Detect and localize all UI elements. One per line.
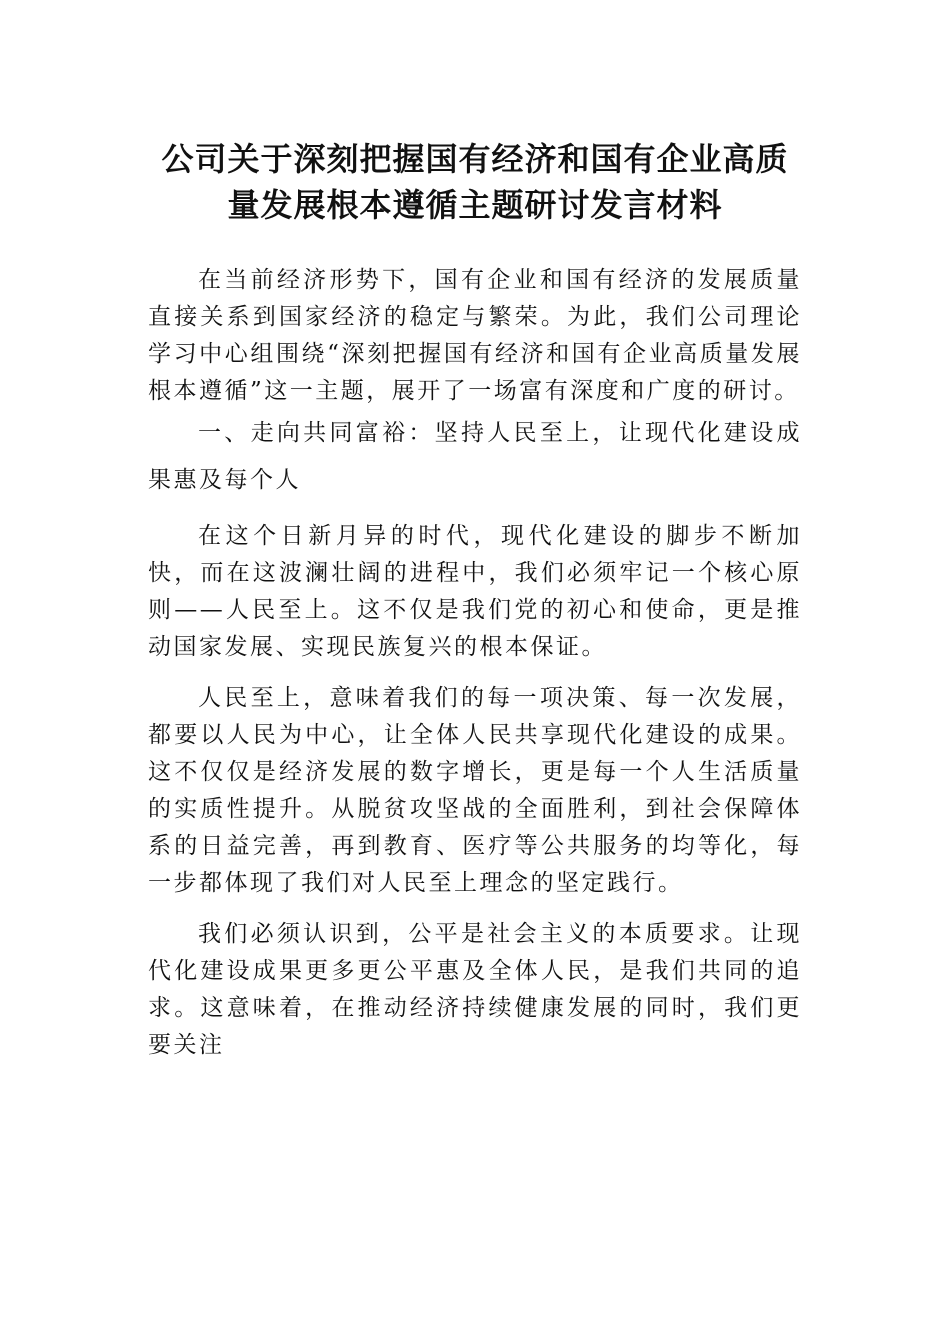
section-heading-1: 一、走向共同富裕：坚持人民至上，让现代化建设成果惠及每个人 [148, 420, 802, 493]
body-paragraph-2: 人民至上，意味着我们的每一项决策、每一次发展，都要以人民为中心，让全体人民共享现代化建设的成果。这不仅仅是经济发展的数字增长，更是每一个人生活质量的实质性提升。从脱贫攻坚战的全面胜利，到社会保障体系的日益完善，再到教育、医疗等公共服务的均等化，每一步都体现了我们对人民至上理念的坚定践行。 [148, 685, 802, 896]
document-body [148, 262, 802, 1064]
intro-paragraph: 在当前经济形势下，国有企业和国有经济的发展质量直接关系到国家经济的稳定与繁荣。为此，我们公司理论学习中心组围绕“深刻把握国有经济和国有企业高质量发展根本遵循”这一主题，展开了一场富有深度和广度的研讨。 [148, 267, 802, 404]
document-title: 公司关于深刻把握国有经济和国有企业高质量发展根本遵循主题研讨发言材料 [161, 140, 789, 224]
body-paragraph-1: 在这个日新月异的时代，现代化建设的脚步不断加快，而在这波澜壮阔的进程中，我们必须牢记一个核心原则——人民至上。这不仅是我们党的初心和使命，更是推动国家发展、实现民族复兴的根本保证。 [148, 523, 802, 660]
body-paragraph-3: 我们必须认识到，公平是社会主义的本质要求。让现代化建设成果更多更公平惠及全体人民，是我们共同的追求。这意味着，在推动经济持续健康发展的同时，我们更要关注 [148, 921, 802, 1058]
